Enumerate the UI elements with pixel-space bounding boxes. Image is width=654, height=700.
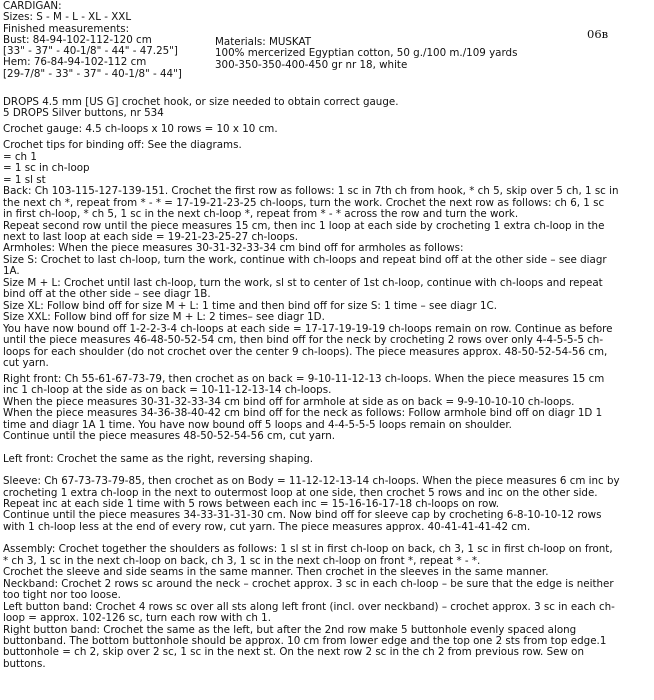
- instruction-line: Continue until the piece measures 48-50-52-54-56 cm, cut yarn.: [3, 430, 336, 443]
- instruction-line: Neckband: Crochet 2 rows sc around the neck – crochet approx. 3 sc in each ch-loop – be sure that the edge is neither: [3, 577, 614, 590]
- instruction-line: DROPS 4.5 mm [US G] crochet hook, or size needed to obtain correct gauge.: [3, 96, 399, 108]
- instruction-line: Left front: Crochet the same as the right, reversing shaping.: [3, 452, 314, 465]
- instruction-line: Crochet the sleeve and side seams in the same manner. Then crochet in the sleeves in the same manner.: [3, 566, 549, 579]
- instruction-line: next to last loop at each side = 19-21-23-25-27 ch-loops.: [3, 230, 298, 243]
- instruction-line: Sleeve: Ch 67-73-73-79-85, then crochet as on Body = 11-12-12-13-14 ch-loops. When the piece measures 6 cm inc by: [3, 475, 620, 488]
- hem-inches-line: [29-7/8" - 33" - 37" - 40-1/8" - 44"]: [3, 67, 182, 80]
- instruction-line: Repeat inc at each side 1 time with 5 rows between each inc = 15-16-16-17-18 ch-loops on row.: [3, 498, 500, 510]
- instruction-line: with 1 ch-loop less at the end of every row, cut yarn. The piece measures approx. 40-41-41-41-42 cm.: [3, 520, 531, 533]
- pattern-header: [3, 1, 651, 98]
- instruction-line: cut yarn.: [3, 356, 49, 369]
- instruction-line: loop = approx. 102-126 sc, turn each row with ch 1.: [3, 612, 271, 625]
- instruction-line: You have now bound off 1-2-2-3-4 ch-loops at each side = 17-17-19-19-19 ch-loops remain on row. Continue as before: [3, 322, 613, 335]
- instruction-line: Continue until the piece measures 34-33-31-31-30 cm. Now bind off for sleeve cap by crocheting 6-8-10-10-12 rows: [3, 509, 602, 522]
- hem-line: Hem: 76-84-94-102-112 cm: [3, 56, 147, 69]
- instruction-line: Size XL: Follow bind off for size M + L: 1 time and then bind off for size S: 1 time – see diagr 1C.: [3, 299, 498, 312]
- instruction-line: buttonband. The bottom buttonhole should be approx. 10 cm from lower edge and the top one 2 sts from top edge.1: [3, 634, 607, 647]
- instruction-line: Armholes: When the piece measures 30-31-32-33-34 cm bind off for armholes as follows:: [3, 242, 464, 255]
- instruction-line: in first ch-loop, * ch 5, 1 sc in the next ch-loop *, repeat from * - * across the row and turn the work.: [3, 208, 519, 221]
- instruction-line: inc 1 ch-loop at the side as on back = 10-11-12-13-14 ch-loops.: [3, 384, 332, 397]
- instruction-line: 5 DROPS Silver buttons, nr 534: [3, 107, 164, 120]
- pattern-title: CARDIGAN:: [3, 0, 62, 12]
- instruction-line: Size S: Crochet to last ch-loop, turn the work, continue with ch-loops and repeat bind off at the other side – see diagr: [3, 253, 607, 266]
- instruction-line: loops for each shoulder (do not crochet over the center 9 ch-loops). The piece measures approx. 48-50-52-54-56 cm,: [3, 345, 608, 358]
- sizes-block: [3, 1, 182, 80]
- materials-block: [215, 37, 517, 71]
- page-number: 06в: [587, 27, 609, 41]
- paragraph-gap: [3, 443, 653, 454]
- instruction-line: = 1 sc in ch-loop: [3, 162, 90, 175]
- instruction-line: Right button band: Crochet the same as the left, but after the 2nd row make 5 buttonhole evenly spaced along: [3, 623, 577, 636]
- instruction-line: When the piece measures 34-36-38-40-42 cm bind off for the neck as follows: Follow armhole bind off on diagr 1D 1: [3, 407, 603, 420]
- pattern-instructions: [3, 97, 653, 670]
- instruction-line: Crochet gauge: 4.5 ch-loops x 10 rows = 10 x 10 cm.: [3, 123, 278, 136]
- instruction-line: Right front: Ch 55-61-67-73-79, then crochet as on back = 9-10-11-12-13 ch-loops. When the piece measures 15 cm: [3, 372, 605, 385]
- bust-inches-line: [33" - 37" - 40-1/8" - 44" - 47.25"]: [3, 45, 178, 58]
- materials-description: 100% mercerized Egyptian cotton, 50 g./100 m./109 yards: [215, 47, 518, 60]
- instruction-line: bind off at the other side – see diagr 1B.: [3, 288, 211, 301]
- instruction-line: 1A.: [3, 265, 20, 278]
- instruction-line: = ch 1: [3, 150, 37, 163]
- instruction-line: Repeat second row until the piece measures 15 cm, then inc 1 loop at each side by crocheting 1 extra ch-loop in the: [3, 219, 605, 232]
- bust-line: Bust: 84-94-102-112-120 cm: [3, 33, 152, 46]
- finished-measurements-label: Finished measurements:: [3, 22, 130, 35]
- instruction-line: Back: Ch 103-115-127-139-151. Crochet the first row as follows: 1 sc in 7th ch from hook, * ch 5, skip over 5 ch, 1 sc in: [3, 185, 619, 198]
- instruction-line: too tight nor too loose.: [3, 589, 121, 602]
- instruction-line: = 1 sl st: [3, 173, 46, 186]
- instruction-line: crocheting 1 extra ch-loop in the next to outermost loop at one side, then crochet 5 rows and inc on the other side.: [3, 486, 598, 499]
- sizes-line: Sizes: S - M - L - XL - XXL: [3, 11, 132, 24]
- instruction-line: Size M + L: Crochet until last ch-loop, turn the work, sl st to center of 1st ch-loop, continue with ch-loops and repeat: [3, 276, 603, 289]
- materials-amount: 300-350-350-400-450 gr nr 18, white: [215, 58, 408, 71]
- instruction-line: Assembly: Crochet together the shoulders as follows: 1 sl st in first ch-loop on back, ch 3, 1 sc in first ch-loop on front,: [3, 543, 613, 556]
- instruction-line: Size XXL: Follow bind off for size M + L: 2 times– see diagr 1D.: [3, 311, 325, 324]
- instruction-line: time and diagr 1A 1 time. You have now bound off 5 loops and 4-4-5-5-5 loops remain on shoulder.: [3, 418, 512, 431]
- instruction-line: When the piece measures 30-31-32-33-34 cm bind off for armhole at side as on back = 9-9-10-10-10 ch-loops.: [3, 395, 575, 408]
- instruction-line: buttons.: [3, 657, 46, 670]
- instruction-line: Left button band: Crochet 4 rows sc over all sts along left front (incl. over neckband) – crochet approx. 3 sc in each ch-: [3, 600, 615, 613]
- instruction-line: the next ch *, repeat from * - * = 17-19-21-23-25 ch-loops, turn the work. Crochet the next row as follows: ch 6, 1 sc: [3, 196, 605, 209]
- instruction-line: buttonhole = ch 2, skip over 2 sc, 1 sc in the next st. On the next row 2 sc in the ch 2 from previous row. Sew on: [3, 646, 584, 659]
- pattern-page: [3, 0, 651, 670]
- instruction-line: until the piece measures 46-48-50-52-54 cm, then bind off for the neck by crocheting 2 rows over only 4-4-5-5-5 ch-: [3, 334, 604, 347]
- instruction-line: Crochet tips for binding off: See the diagrams.: [3, 139, 242, 152]
- instruction-line: * ch 3, 1 sc in the next ch-loop on back, ch 3, 1 sc in the next ch-loop on front *, repeat * - *.: [3, 554, 481, 567]
- materials-line: Materials: MUSKAT: [215, 36, 312, 48]
